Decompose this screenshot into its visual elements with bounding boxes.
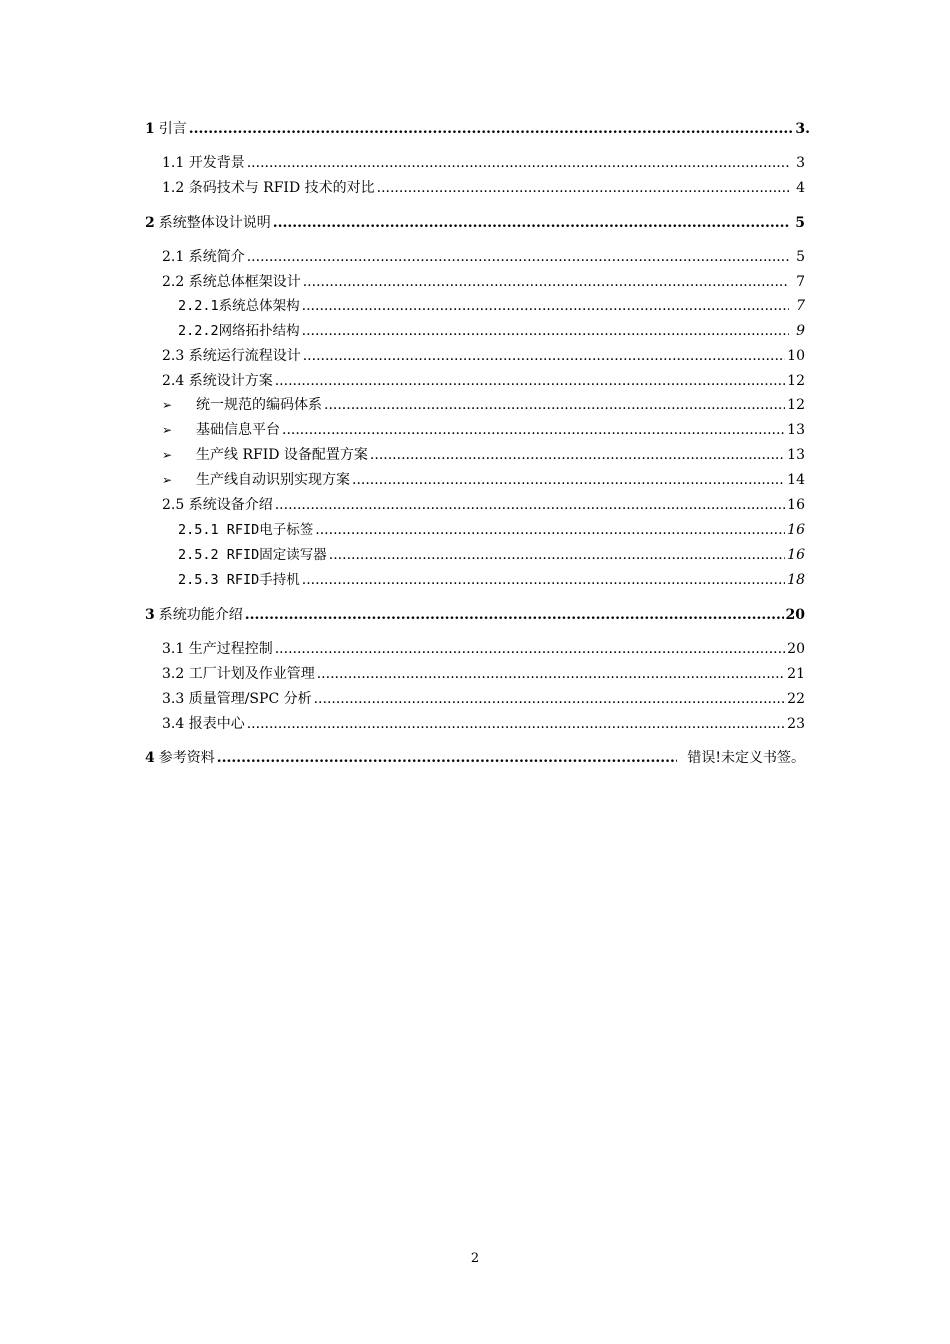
toc-leader-dots xyxy=(324,396,785,414)
toc-entry-2-5-1[interactable] xyxy=(178,521,805,539)
toc-page-number: 3. xyxy=(795,121,810,137)
toc-entry-2-5[interactable] xyxy=(162,496,805,514)
toc-page-number: 13 xyxy=(787,447,805,463)
toc-leader-dots xyxy=(302,322,789,340)
toc-leader-dots xyxy=(247,248,789,266)
toc-entry-title: 3.3 质量管理/SPC 分析 xyxy=(162,691,312,707)
toc-entry-3-1[interactable] xyxy=(162,640,805,658)
toc-chapter-number: 2 xyxy=(145,215,155,231)
arrow-bullet-icon: ➢ xyxy=(162,473,173,487)
toc-leader-dots xyxy=(302,297,789,315)
toc-page-number: 16 xyxy=(787,522,805,538)
page-number-footer: 2 xyxy=(470,1251,480,1266)
toc-entry-title: 系统功能介绍 xyxy=(158,607,243,623)
arrow-bullet-icon: ➢ xyxy=(162,398,173,412)
toc-leader-dots xyxy=(317,665,785,683)
toc-bookmark-error: 错误!未定义书签。 xyxy=(687,750,805,766)
toc-leader-dots xyxy=(370,446,785,464)
toc-leader-dots xyxy=(189,120,794,138)
toc-leader-dots xyxy=(273,214,789,232)
toc-page-number: 5 xyxy=(795,215,805,231)
toc-leader-dots xyxy=(247,715,785,733)
toc-entry-bullet-coding[interactable] xyxy=(162,396,805,414)
toc-leader-dots xyxy=(303,273,789,291)
toc-page-number: 10 xyxy=(787,348,805,364)
toc-page-number: 12 xyxy=(787,397,805,413)
toc-entry-2-1[interactable] xyxy=(162,248,805,266)
arrow-bullet-icon: ➢ xyxy=(162,448,173,462)
toc-entry-title: 3.4 报表中心 xyxy=(162,716,245,732)
toc-entry-3-2[interactable] xyxy=(162,665,805,683)
toc-entry-title: 2.2.1系统总体架构 xyxy=(178,298,300,314)
toc-leader-dots xyxy=(377,179,789,197)
toc-page-number: 16 xyxy=(787,547,805,563)
toc-entry-1-1[interactable] xyxy=(162,154,805,172)
toc-entry-1-2[interactable] xyxy=(162,179,805,197)
toc-entry-title: 3.2 工厂计划及作业管理 xyxy=(162,666,315,682)
toc-entry-chapter-3[interactable] xyxy=(145,606,805,624)
toc-entry-2-2-1[interactable] xyxy=(178,297,805,315)
toc-chapter-number: 3 xyxy=(145,607,155,623)
toc-entry-3-3[interactable] xyxy=(162,690,805,708)
toc-page-number: 3 xyxy=(796,155,805,171)
toc-entry-2-2[interactable] xyxy=(162,273,805,291)
toc-leader-dots xyxy=(302,571,785,589)
toc-entry-title: 生产线 RFID 设备配置方案 xyxy=(196,447,368,463)
toc-entry-2-2-2[interactable] xyxy=(178,322,805,340)
toc-entry-title: 1.2 条码技术与 RFID 技术的对比 xyxy=(162,180,375,196)
toc-page-number: 12 xyxy=(787,373,805,389)
toc-page-number: 14 xyxy=(787,472,805,488)
toc-page-number: 20 xyxy=(785,607,805,623)
toc-entry-title: 2.5 系统设备介绍 xyxy=(162,497,273,513)
toc-leader-dots xyxy=(275,640,785,658)
toc-leader-dots xyxy=(303,347,785,365)
arrow-bullet-icon: ➢ xyxy=(162,423,173,437)
toc-entry-title: 基础信息平台 xyxy=(196,422,280,438)
toc-entry-title: 系统整体设计说明 xyxy=(158,215,271,231)
toc-leader-dots xyxy=(314,690,786,708)
toc-page-number: 9 xyxy=(796,323,805,339)
toc-leader-dots xyxy=(245,606,784,624)
toc-entry-3-4[interactable] xyxy=(162,715,805,733)
toc-page-number: 13 xyxy=(787,422,805,438)
toc-page-number: 16 xyxy=(787,497,805,513)
toc-entry-bullet-rfid-config[interactable] xyxy=(162,446,805,464)
toc-leader-dots xyxy=(329,546,785,564)
toc-entry-bullet-auto-id[interactable] xyxy=(162,471,805,489)
toc-page-number: 7 xyxy=(796,274,805,290)
toc-leader-dots xyxy=(217,749,678,767)
toc-entry-bullet-platform[interactable] xyxy=(162,421,805,439)
toc-entry-chapter-2[interactable] xyxy=(145,214,805,232)
toc-entry-title: 2.2 系统总体框架设计 xyxy=(162,274,301,290)
toc-entry-title: 参考资料 xyxy=(158,750,215,766)
toc-entry-title: 生产线自动识别实现方案 xyxy=(196,472,350,488)
toc-entry-title: 2.3 系统运行流程设计 xyxy=(162,348,301,364)
toc-entry-chapter-1[interactable] xyxy=(145,120,810,138)
toc-entry-2-4[interactable] xyxy=(162,372,805,390)
toc-entry-2-5-3[interactable] xyxy=(178,571,805,589)
toc-leader-dots xyxy=(275,496,785,514)
toc-entry-title: 1.1 开发背景 xyxy=(162,155,245,171)
toc-page-number: 5 xyxy=(796,249,805,265)
toc-leader-dots xyxy=(315,521,785,539)
toc-page-number: 4 xyxy=(796,180,805,196)
toc-entry-title: 2.1 系统简介 xyxy=(162,249,245,265)
toc-page-number: 23 xyxy=(787,716,805,732)
toc-page-number: 21 xyxy=(787,666,805,682)
toc-page-number: 20 xyxy=(787,641,805,657)
toc-chapter-number: 4 xyxy=(145,750,155,766)
toc-page-number: 18 xyxy=(787,572,805,588)
toc-leader-dots xyxy=(247,154,789,172)
toc-leader-dots xyxy=(282,421,785,439)
toc-page-number: 22 xyxy=(787,691,805,707)
toc-entry-title: 2.2.2网络拓扑结构 xyxy=(178,323,300,339)
toc-entry-title: 3.1 生产过程控制 xyxy=(162,641,273,657)
toc-entry-title: 2.5.2 RFID固定读写器 xyxy=(178,547,327,563)
toc-entry-title: 统一规范的编码体系 xyxy=(196,397,322,413)
toc-entry-title: 2.4 系统设计方案 xyxy=(162,373,273,389)
toc-entry-title: 2.5.1 RFID电子标签 xyxy=(178,522,314,538)
toc-entry-2-5-2[interactable] xyxy=(178,546,805,564)
toc-chapter-number: 1 xyxy=(145,121,155,137)
toc-entry-title: 引言 xyxy=(158,121,187,137)
toc-leader-dots xyxy=(352,471,785,489)
toc-entry-2-3[interactable] xyxy=(162,347,805,365)
toc-entry-chapter-4[interactable] xyxy=(145,749,805,767)
toc-entry-title: 2.5.3 RFID手持机 xyxy=(178,572,300,588)
toc-leader-dots xyxy=(275,372,785,390)
toc-page-number: 7 xyxy=(796,298,805,314)
